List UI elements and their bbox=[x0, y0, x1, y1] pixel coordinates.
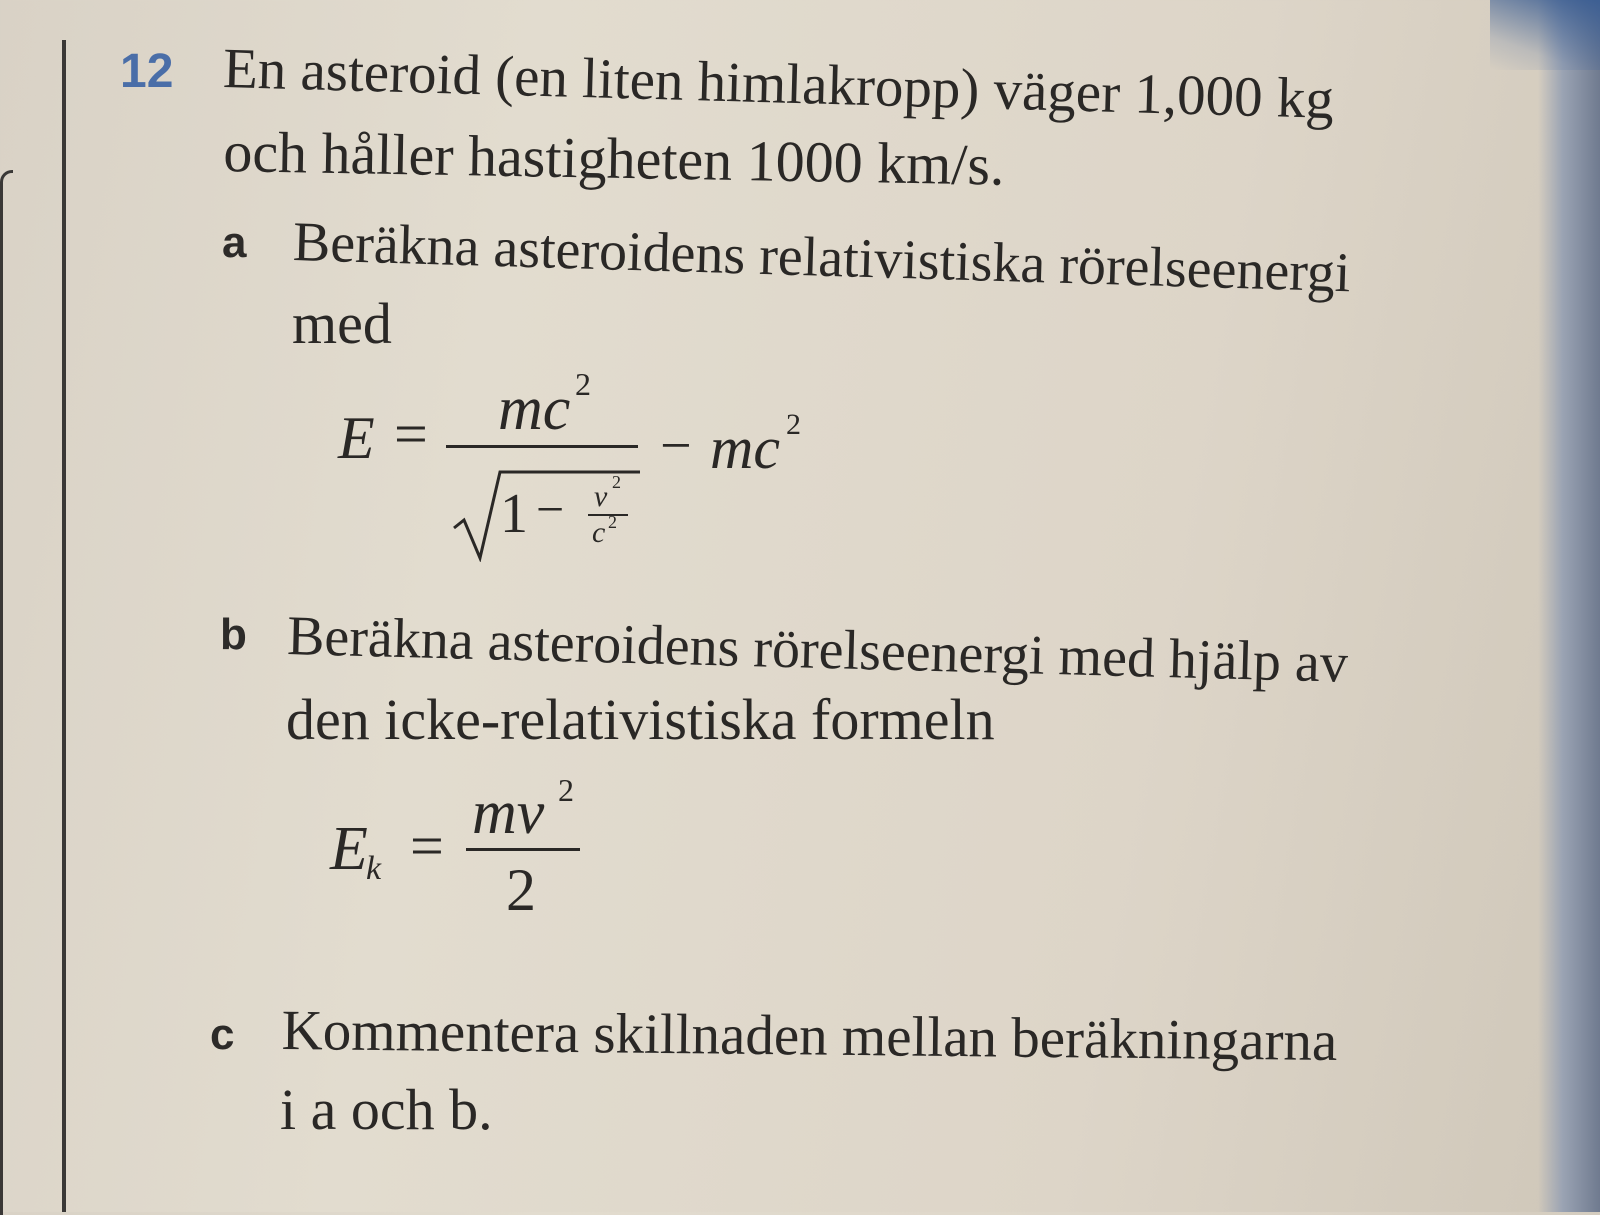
part-c-line2: i a och b. bbox=[280, 1077, 493, 1142]
formula-b-equals: = bbox=[410, 813, 444, 879]
part-a-letter: a bbox=[222, 218, 247, 267]
part-c-line1: Kommentera skillnaden mellan beräkningarna bbox=[281, 998, 1338, 1074]
formula-b-numerator: mv bbox=[472, 779, 545, 847]
part-b-line2: den icke-relativistiska formeln bbox=[286, 687, 995, 752]
formula-a-den-v: v bbox=[594, 480, 608, 513]
formula-b-denominator: 2 bbox=[506, 857, 536, 923]
formula-a-numerator-exponent: 2 bbox=[575, 366, 591, 402]
formula-a-den-c-exp: 2 bbox=[608, 512, 617, 532]
problem-intro-line2: och håller hastigheten 1000 km/s. bbox=[222, 118, 1006, 198]
part-a-line1: Beräkna asteroidens relativistiska rörelseenergi bbox=[292, 210, 1352, 305]
formula-a-den-c: c bbox=[592, 516, 606, 549]
formula-a-tail: mc bbox=[710, 415, 780, 481]
formula-b-fraction-bar bbox=[466, 848, 580, 851]
page-corner-tint bbox=[1490, 0, 1600, 70]
formula-a-den-v-exp: 2 bbox=[612, 472, 621, 492]
formula-a-tail-exponent: 2 bbox=[786, 408, 801, 441]
problem-number: 12 bbox=[120, 45, 174, 98]
part-c-letter: c bbox=[210, 1010, 235, 1059]
formula-b-lhs-subscript: k bbox=[366, 850, 382, 887]
margin-bracket bbox=[0, 170, 13, 1215]
formula-a-numerator: mc bbox=[498, 375, 571, 443]
part-b-line1: Beräkna asteroidens rörelseenergi med hjälp av bbox=[286, 604, 1349, 695]
problem-intro-line1: En asteroid (en liten himlakropp) väger 1,000 kg bbox=[222, 36, 1335, 132]
formula-a-lhs: E bbox=[338, 405, 375, 471]
formula-a-minus: − bbox=[660, 415, 692, 477]
formula-a-fraction-bar bbox=[446, 445, 638, 448]
formula-a-den-one: 1 bbox=[500, 483, 528, 545]
page-edge-shadow bbox=[1538, 0, 1600, 1212]
part-a-line2: med bbox=[292, 291, 392, 356]
formula-a-den-minus: − bbox=[536, 481, 565, 537]
formula-a-equals: = bbox=[394, 401, 428, 467]
formula-b-lhs: E bbox=[330, 815, 368, 883]
part-b-letter: b bbox=[220, 610, 247, 659]
formula-b-numerator-exponent: 2 bbox=[558, 772, 574, 808]
margin-rule bbox=[62, 40, 66, 1212]
